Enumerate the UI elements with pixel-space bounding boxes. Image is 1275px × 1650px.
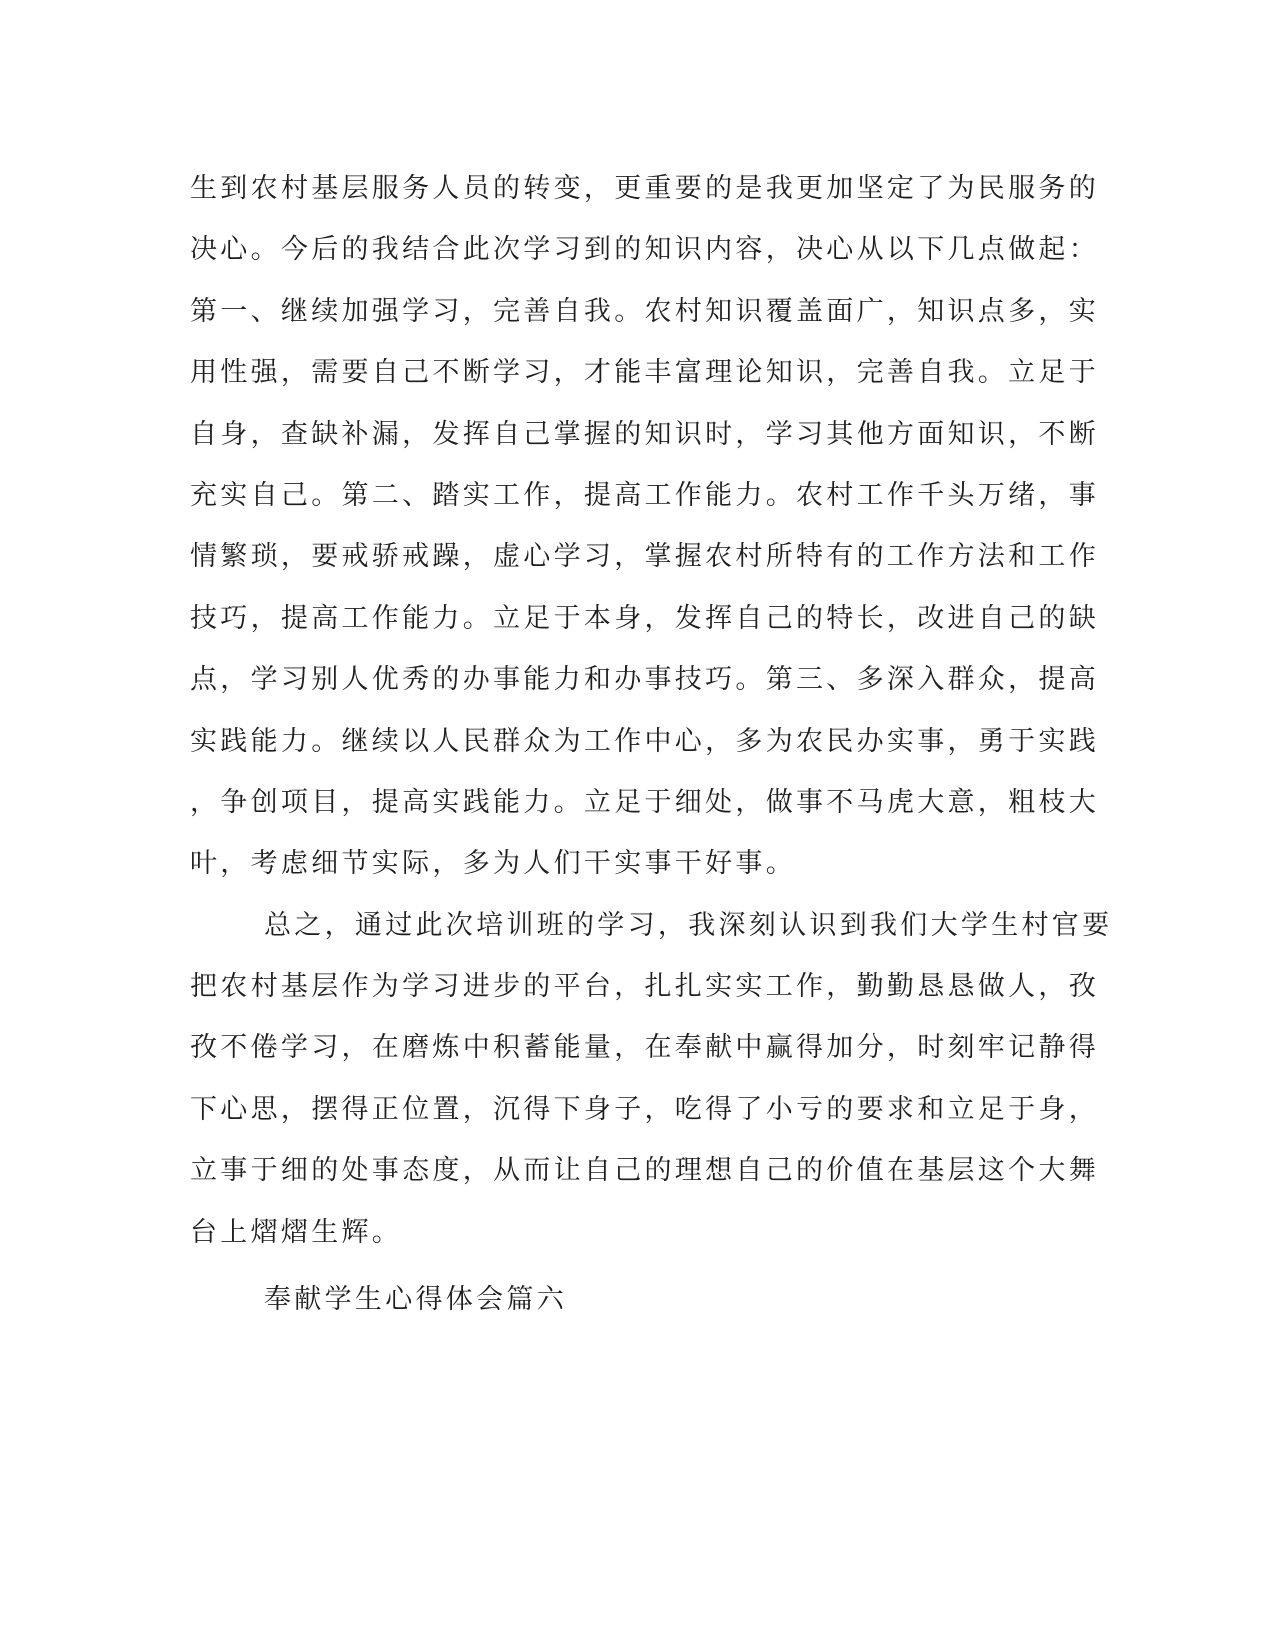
text-line: 实践能力。继续以人民群众为工作中心，多为农民办实事，勇于实践 — [190, 725, 1099, 757]
text-line: 第一、继续加强学习，完善自我。农村知识覆盖面广，知识点多，实 — [190, 295, 1099, 327]
text-line: 点，学习别人优秀的办事能力和办事技巧。第三、多深入群众，提高 — [190, 664, 1099, 696]
text-line: 充实自己。第二、踏实工作，提高工作能力。农村工作千头万绪，事 — [190, 479, 1099, 511]
text-line: 把农村基层作为学习进步的平台，扎扎实实工作，勤勤恳恳做人，孜 — [190, 971, 1099, 1003]
section-heading: 奉献学生心得体会篇六 — [264, 1284, 567, 1316]
text-line: 孜不倦学习，在磨炼中积蓄能量，在奉献中赢得加分，时刻牢记静得 — [190, 1032, 1099, 1064]
text-line: 台上熠熠生辉。 — [190, 1216, 403, 1248]
text-line: 立事于细的处事态度，从而让自己的理想自己的价值在基层这个大舞 — [190, 1155, 1099, 1187]
text-line: 总之，通过此次培训班的学习，我深刻认识到我们大学生村官要 — [264, 909, 1113, 941]
text-line: ，争创项目，提高实践能力。立足于细处，做事不马虎大意，粗枝大 — [190, 786, 1099, 818]
text-line: 技巧，提高工作能力。立足于本身，发挥自己的特长，改进自己的缺 — [190, 602, 1099, 634]
document-body — [190, 158, 1113, 1330]
text-line: 决心。今后的我结合此次学习到的知识内容，决心从以下几点做起： — [190, 234, 1099, 266]
paragraph-1 — [190, 158, 1099, 895]
text-line: 下心思，摆得正位置，沉得下身子，吃得了小亏的要求和立足于身， — [190, 1093, 1099, 1125]
text-line: 自身，查缺补漏，发挥自己掌握的知识时，学习其他方面知识，不断 — [190, 418, 1099, 450]
text-line: 生到农村基层服务人员的转变，更重要的是我更加坚定了为民服务的 — [190, 173, 1099, 204]
text-line: 用性强，需要自己不断学习，才能丰富理论知识，完善自我。立足于 — [190, 357, 1099, 389]
paragraph-2 — [190, 895, 1113, 1263]
text-line: 情繁琐，要戒骄戒躁，虚心学习，掌握农村所特有的工作方法和工作 — [190, 541, 1099, 573]
text-line: 叶，考虑细节实际，多为人们干实事干好事。 — [190, 848, 796, 880]
